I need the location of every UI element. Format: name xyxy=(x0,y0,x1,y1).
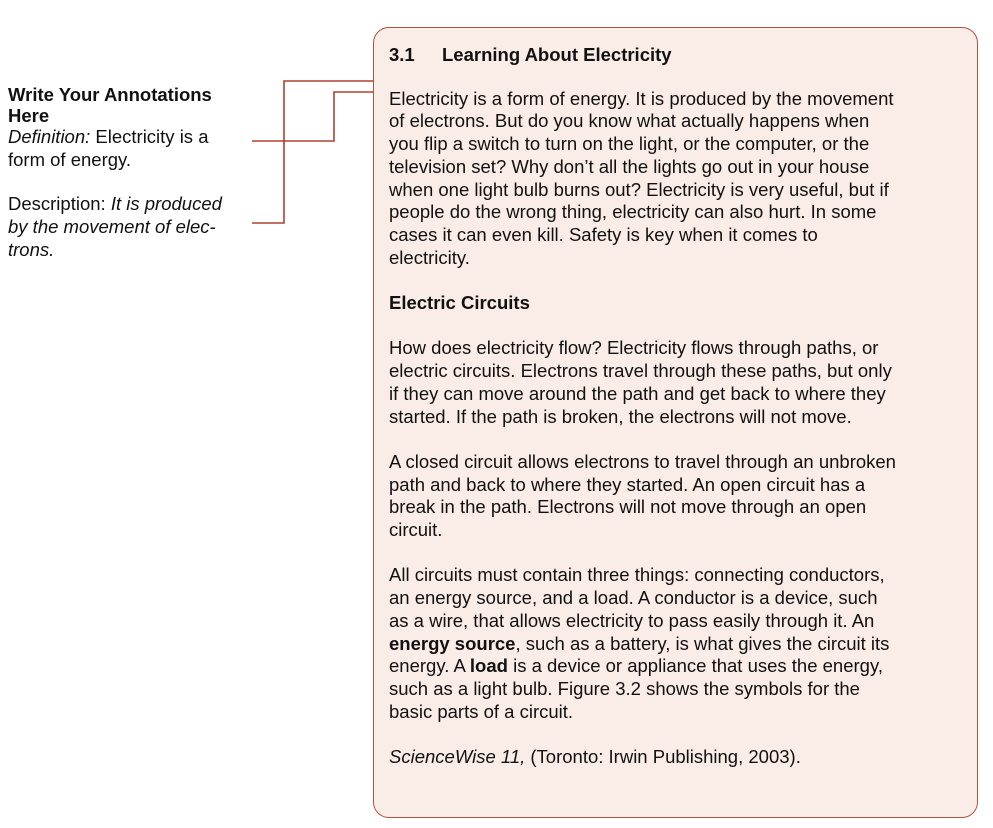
description-text-b: by the movement of elec- xyxy=(8,216,216,238)
citation-title: ScienceWise 11, xyxy=(389,746,526,768)
citation-publisher: (Toronto: Irwin Publishing, 2003). xyxy=(525,746,801,768)
annotations-heading-line2: Here xyxy=(8,105,50,126)
para1-line: you flip a switch to turn on the light, or the computer, or the xyxy=(389,133,870,155)
definition-annotation xyxy=(8,126,258,171)
para4-line: energy. A xyxy=(389,655,470,677)
citation xyxy=(389,746,969,769)
definition-text-a: Electricity is a xyxy=(90,126,209,147)
description-text-a: It is produced xyxy=(110,193,222,215)
para1-line: of electrons. But do you know what actually happens when xyxy=(389,110,870,132)
para1-line: television set? Why don’t all the lights go out in your house xyxy=(389,155,870,177)
para1-line: when one light bulb burns out? Electricity is very useful, but if xyxy=(389,178,889,200)
para2-line: How does electricity flow? Electricity flows through paths, or xyxy=(389,337,879,359)
definition-text-b: form of energy. xyxy=(8,148,132,170)
term-energy-source: energy source xyxy=(389,632,516,654)
para4-line: an energy source, and a load. A conductor is a device, such xyxy=(389,587,878,609)
term-load: load xyxy=(469,655,508,677)
para3-line: circuit. xyxy=(389,519,443,541)
reading-passage-box xyxy=(373,27,978,818)
para1-line: cases it can even kill. Safety is key when it comes to xyxy=(389,223,818,245)
annotations-heading xyxy=(8,84,258,126)
paragraph-intro xyxy=(389,88,969,270)
section-title xyxy=(389,44,969,67)
para1-line: electricity. xyxy=(389,246,470,268)
para4-line: such as a light bulb. Figure 3.2 shows the symbols for the xyxy=(389,677,860,699)
description-text-c: trons. xyxy=(8,238,55,260)
paragraph-circuit-parts xyxy=(389,564,969,723)
para4-line: basic parts of a circuit. xyxy=(389,700,574,722)
definition-connector-line xyxy=(252,92,387,141)
para2-line: if they can move around the path and get back to where they xyxy=(389,382,886,404)
reading-passage-content xyxy=(389,44,969,791)
para4-line: is a device or appliance that uses the energy, xyxy=(507,655,883,677)
paragraph-flow xyxy=(389,337,969,428)
definition-label: Definition: xyxy=(8,126,91,147)
annotations-heading-line1: Write Your Annotations xyxy=(8,84,212,105)
para1-line: people do the wrong thing, electricity can also hurt. In some xyxy=(389,201,877,223)
section-title-text: Learning About Electricity xyxy=(442,44,672,65)
para2-line: electric circuits. Electrons travel through these paths, but only xyxy=(389,360,892,382)
description-annotation xyxy=(8,193,258,261)
para4-line: , such as a battery, is what gives the circuit its xyxy=(515,632,890,654)
annotations-column xyxy=(8,84,258,262)
section-number: 3.1 xyxy=(389,44,415,65)
para4-line: as a wire, that allows electricity to pass easily through it. An xyxy=(389,609,875,631)
para3-line: A closed circuit allows electrons to travel through an unbroken xyxy=(389,450,896,472)
paragraph-closed-open-circuit xyxy=(389,451,969,542)
para3-line: break in the path. Electrons will not move through an open xyxy=(389,496,867,518)
subheading-electric-circuits: Electric Circuits xyxy=(389,292,530,314)
description-label: Description: xyxy=(8,193,111,215)
para3-line: path and back to where they started. An open circuit has a xyxy=(389,473,866,495)
para4-line: All circuits must contain three things: connecting conductors, xyxy=(389,564,885,586)
para2-line: started. If the path is broken, the electrons will not move. xyxy=(389,405,852,427)
para1-line: Electricity is a form of energy. It is produced by the movement xyxy=(389,87,894,109)
